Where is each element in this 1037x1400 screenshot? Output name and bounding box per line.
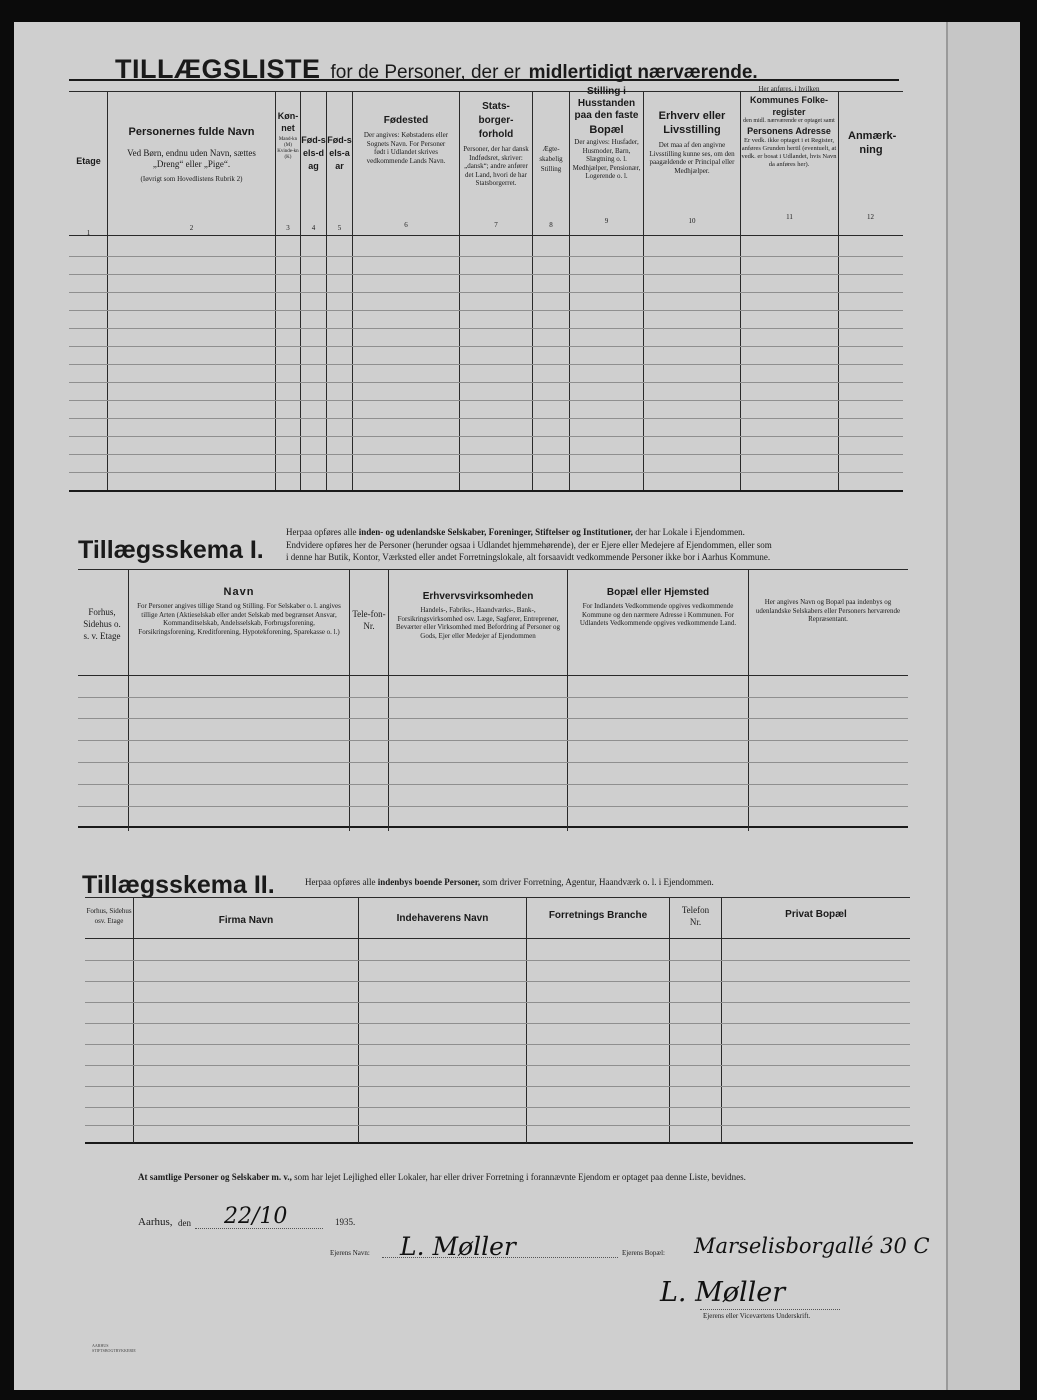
s1-col-bopael-text: For Indlandets Vedkommende opgives vedkommende Kommune og den nærmere Adresse i Kommunen. For Udlandets Vedkommende opgives vedkommende Land. [579, 602, 737, 627]
col-number-10: 10 [688, 217, 696, 225]
ejer-bopael-label: Ejerens Bopæl: [622, 1249, 665, 1257]
next-page-edge [946, 22, 1022, 1390]
skema1-header-top [78, 569, 908, 570]
col-koen-sub: Mand-kn (M) Kvinde-kn (K) [277, 137, 299, 160]
skema2-intro-b: indenbys boende Personer, [377, 877, 481, 887]
col-stats-title: Stats-borger-forhold [478, 101, 514, 140]
col-foedested-text: Der angives: Købstadens eller Sognets Navn. For Personer født i Udlandet skrives vedkommende Lands Navn. [363, 131, 449, 165]
col-navn-title: Personernes fulde Navn [128, 126, 255, 138]
col-foedested-title: Fødested [383, 115, 429, 126]
table1-bottom-rule [69, 490, 903, 492]
s2-row-line [85, 1107, 910, 1108]
skema2-intro-a: Herpaa opføres alle [305, 877, 376, 887]
skema2-header-bottom [85, 938, 910, 939]
skema1-title: Tillægsskema I. [78, 536, 264, 564]
t1-col-line [643, 91, 644, 490]
col-stats-text: Personer, der har dansk Indfødsret, skriver: „dansk“; andre anfører det Land, hvori de har Statsborgerret. [463, 145, 529, 187]
t1-row-line [69, 382, 903, 383]
s1-col-etage-header: Forhus, Sidehus o. s. v. Etage [83, 607, 121, 641]
city-label: Aarhus, [138, 1216, 173, 1228]
signature-handwritten: L. Møller [660, 1277, 786, 1308]
s2-col-branche-header: Forretnings Branche [548, 910, 648, 921]
col-foedested-header [355, 114, 457, 165]
s1-col-erhverv-text: Handels-, Fabriks-, Haandværks-, Bank-, Forsikringsvirksomhed osv. Læge, Sagfører, Entreprenør, Beværter eller Virksomhed med Befordring af Personer og Gods, Ejer eller Medejer af Ejendommen [395, 606, 561, 640]
col-navn-note: (Iøvrigt som Hovedlistens Rubrik 2) [140, 175, 243, 183]
col-erhverv-title: Erhverv eller Livsstilling [658, 110, 726, 136]
declaration-bold: At samtlige Personer og Selskaber m. v., [138, 1172, 292, 1182]
s1-col-line [567, 569, 568, 831]
t1-row-line [69, 436, 903, 437]
t1-row-line [69, 274, 903, 275]
t1-row-line [69, 292, 903, 293]
s2-row-line [85, 1086, 910, 1087]
table1-header-bottom [69, 235, 903, 236]
col-stilling-title: Stilling i Husstanden paa den faste [574, 86, 639, 121]
skema2-bottom-rule [85, 1142, 913, 1144]
col-number-12: 12 [867, 213, 874, 221]
signature-line [700, 1309, 840, 1310]
signature-label: Ejerens eller Viceværtens Underskrift. [703, 1312, 811, 1320]
col-number-9: 9 [604, 217, 609, 225]
tillaegsliste-subtitle-bold: midlertidigt nærværende. [528, 62, 758, 83]
s1-row-line [78, 806, 908, 807]
col-koen-header [276, 110, 300, 161]
col-stilling-header [571, 86, 642, 181]
col-navn-text: Ved Børn, endnu uden Navn, sættes „Dreng“ eller „Pige“. [127, 148, 256, 169]
t1-row-line [69, 346, 903, 347]
s2-col-indehaver-header: Indehaverens Navn [396, 913, 489, 924]
s1-col-telefon-header: Tele-fon-Nr. [352, 609, 386, 631]
s1-row-line [78, 762, 908, 763]
s1-col-erhverv-header [391, 590, 565, 640]
skema1-intro-c: der har Lokale i Ejendommen. [635, 527, 745, 537]
s2-row-line [85, 981, 910, 982]
col-kommune-line4: Personens Adresse [747, 125, 831, 136]
t1-row-line [69, 328, 903, 329]
skema2-title: Tillægsskema II. [82, 871, 275, 899]
col-number-11: 11 [786, 213, 793, 221]
t1-col-line [838, 91, 839, 490]
s1-col-bopael-title: Bopæl eller Hjemsted [606, 587, 710, 598]
s1-row-line [78, 718, 908, 719]
ejer-navn-label: Ejerens Navn: [330, 1249, 370, 1257]
s1-col-erhverv-title: Erhvervsvirksomheden [422, 591, 534, 602]
date-handwritten: 22/10 [224, 1204, 288, 1229]
skema1-intro-b: inden- og udenlandske Selskaber, Foreninger, Stiftelser og Institutioner, [358, 527, 633, 537]
col-navn-header [110, 126, 273, 183]
book-spine [1020, 0, 1037, 1400]
col-dag-header: Fød-sels-dag [301, 135, 326, 171]
skema2-intro [305, 877, 905, 887]
t1-row-line [69, 472, 903, 473]
s1-col-navn-title: Navn [223, 586, 255, 598]
col-etage-header: Etage [76, 156, 101, 166]
col-number-3: 3 [286, 224, 290, 232]
skema1-intro [286, 526, 906, 564]
s2-row-line [85, 1125, 910, 1126]
t1-row-line [69, 310, 903, 311]
s2-row-line [85, 1044, 910, 1045]
skema2-intro-c: som driver Forretning, Agentur, Haandværk o. l. i Ejendommen. [482, 877, 714, 887]
col-kommune-line1: Her anføres, i hvilken [758, 85, 820, 93]
s1-col-navn-text: For Personer angives tillige Stand og Stilling. For Selskaber o. l. angives tillige Arten (Aktieselskab eller andet Selskab med begrænset Ansvar, Kommanditselskab, Andelsselskab, Forbrugsforening, Forsikringsforening, Kreditforening, Hypotekforening, Sparekasse o. l.) [137, 602, 341, 636]
declaration-rest: som har lejet Lejlighed eller Lokaler, har eller driver Forretning i forannævnte Ejendom er optaget paa denne Liste, bevidnes. [294, 1172, 746, 1182]
s2-col-etage-header: Forhus, Sidehus osv. Etage [86, 907, 132, 925]
table1-top-rule [69, 79, 899, 81]
col-anm-header: Anmærk-ning [848, 130, 897, 156]
skema1-intro-line2: Endvidere opføres her de Personer (herunder ogsaa i Udlandet hjemmehørende), der er Ejere eller Medejere af Ejendommen, eller som [286, 539, 772, 550]
s2-row-line [85, 1023, 910, 1024]
col-number-4: 4 [311, 224, 316, 232]
col-number-8: 8 [549, 221, 553, 229]
col-kommune-line5: Er vedk. ikke optaget i et Register, anføres Grunden hertil (eventuelt, at vedk. er bosat i Udlandet, hvis Navn da anføres her). [741, 136, 837, 168]
col-kommune-line2: Kommunes Folke-register [749, 94, 828, 117]
t1-row-line [69, 364, 903, 365]
s1-col-line [128, 569, 129, 831]
skema1-header-bottom [78, 675, 908, 676]
col-number-5: 5 [337, 224, 342, 232]
col-number-2: 2 [189, 224, 194, 232]
col-aegte-header: Ægte-skabelig Stilling [539, 145, 563, 173]
printer-imprint: AARHUS STIFTSBOGTRYKKERIE [92, 1343, 136, 1353]
col-number-1: 1 [86, 229, 91, 237]
tillaegsliste-title: TILLÆGSLISTE [115, 54, 321, 84]
col-erhverv-header [645, 109, 739, 175]
s1-col-line [748, 569, 749, 831]
s2-col-bopael-header: Privat Bopæl [785, 909, 847, 920]
s2-col-telefon-header: Telefon Nr. [681, 905, 710, 927]
col-aar-header: Fød-sels-aar [327, 135, 352, 171]
col-number-6: 6 [404, 221, 408, 229]
den-label: den [178, 1218, 191, 1228]
s1-row-line [78, 697, 908, 698]
s1-row-line [78, 740, 908, 741]
col-stilling-text: Der angives: Husfader, Husmoder, Barn, Slægtning o. l. Medhjælper, Pensionær, Logerende o. l. [572, 138, 641, 180]
t1-row-line [69, 400, 903, 401]
col-kommune-header [741, 85, 837, 169]
skema1-intro-a: Herpaa opføres alle [286, 527, 357, 537]
t1-col-line [107, 91, 108, 490]
col-erhverv-text: Det maa af den angivne Livsstilling kunne ses, om den paagældende er Principal eller Medhjælper. [649, 141, 735, 175]
ejer-bopael-handwritten: Marselisborgallé 30 C [694, 1234, 930, 1258]
s1-row-line [78, 784, 908, 785]
col-kommune-line3: den midl. nærværende er optaget samt [743, 117, 835, 124]
s2-row-line [85, 1065, 910, 1066]
col-number-7: 7 [494, 221, 498, 229]
t1-col-line [352, 91, 353, 490]
col-koen-title: Køn-net [277, 111, 299, 133]
s1-col-line [388, 569, 389, 831]
declaration [138, 1172, 913, 1182]
t1-row-line [69, 454, 903, 455]
t1-row-line [69, 256, 903, 257]
skema2-header-top [85, 897, 910, 898]
year-label: 1935. [335, 1217, 356, 1227]
s1-col-line [349, 569, 350, 831]
skema1-bottom-rule [78, 826, 908, 828]
skema1-intro-line3: i denne har Butik, Kontor, Værksted eller andet Forretningslokale, alt forsaavidt vedkommende Personer ikke bor i Aarhus Kommune. [286, 552, 771, 562]
s1-col-navn-header [131, 586, 347, 636]
s1-col-repr-header: Her angives Navn og Bopæl paa indenbys og udenlandske Selskabers eller Personers herværende Repræsentant. [755, 598, 901, 623]
s2-row-line [85, 1002, 910, 1003]
col-stats-header [461, 100, 531, 188]
s2-row-line [85, 960, 910, 961]
t1-row-line [69, 418, 903, 419]
tillaegsliste-subtitle: for de Personer, der er [330, 62, 521, 83]
t1-col-line [569, 91, 570, 490]
s2-col-firma-header: Firma Navn [218, 915, 274, 926]
col-stilling-bopael: Bopæl [589, 124, 624, 136]
ejer-navn-handwritten: L. Møller [400, 1232, 516, 1261]
s1-col-bopael-header [570, 586, 746, 628]
t1-col-line [459, 91, 460, 490]
